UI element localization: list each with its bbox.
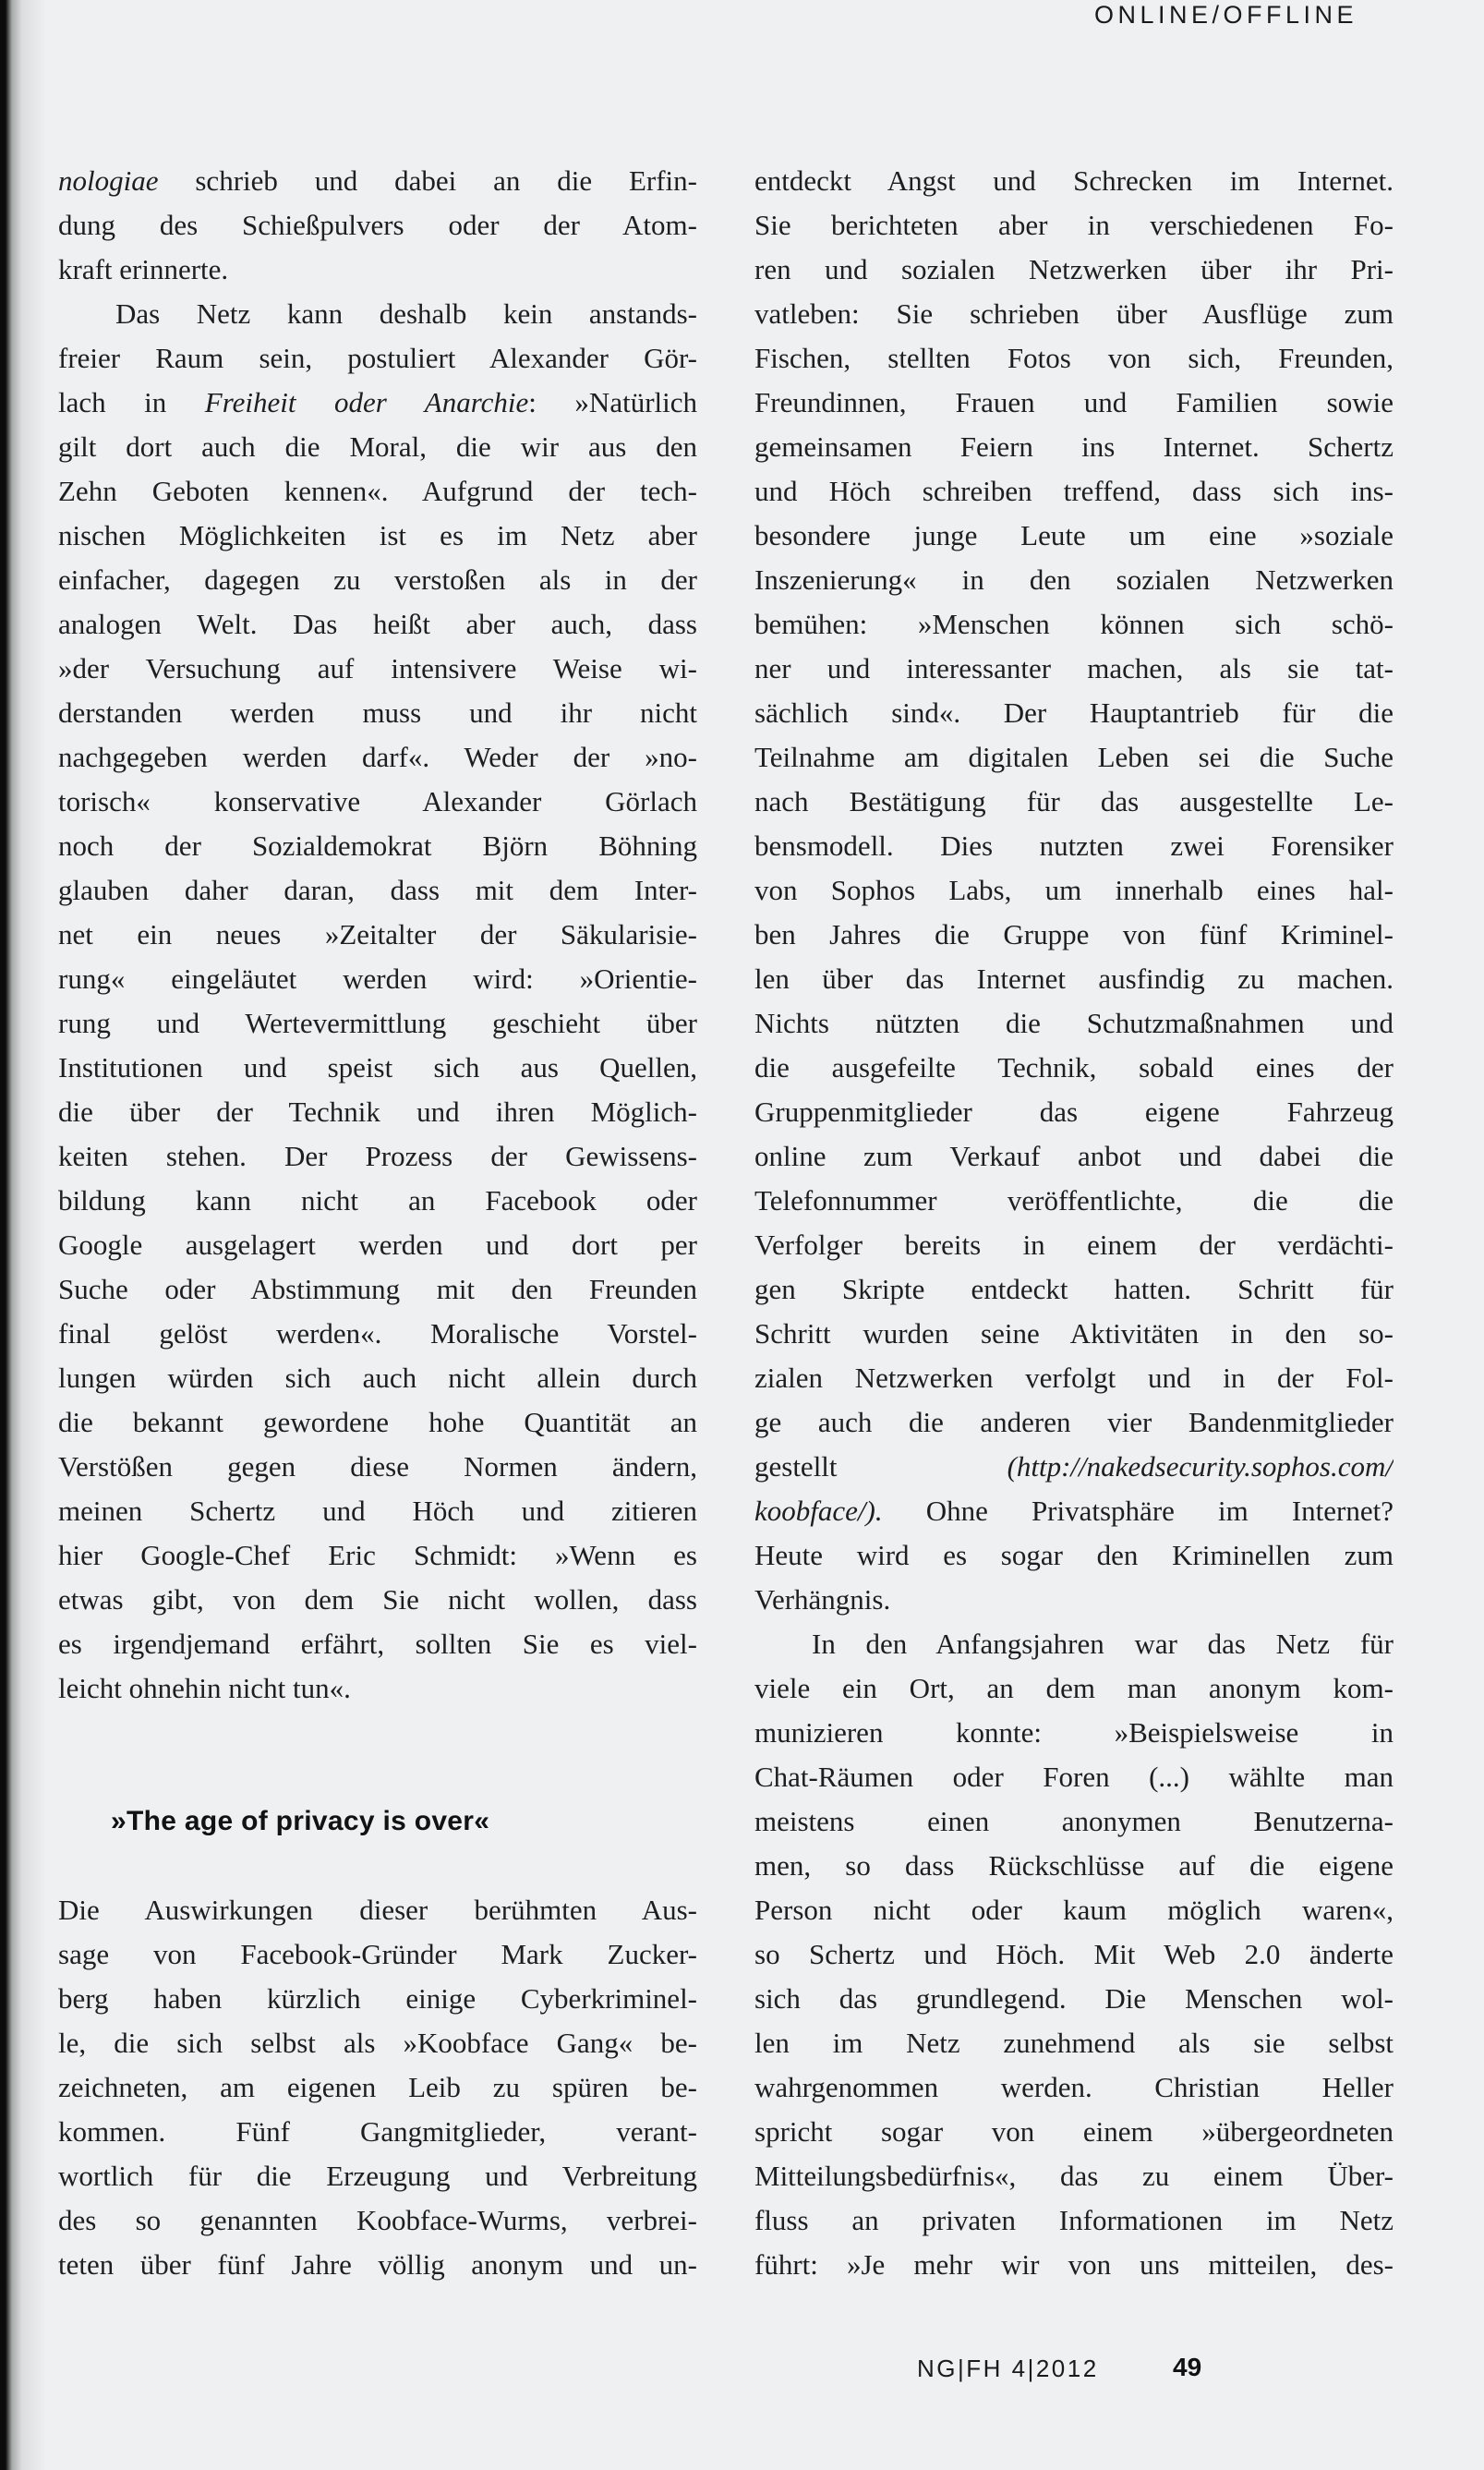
spacer [58,1711,697,1799]
text-line: meistens einen anonymen Benutzerna- [754,1805,1394,1837]
text-line: es irgendjemand erfährt, sollten Sie es viel- [58,1628,697,1660]
text-line: Mitteilungsbedürfnis«, das zu einem Über- [754,2160,1394,2192]
text-line: viele ein Ort, an dem man anonym kom- [754,1672,1394,1704]
paragraph [754,159,1394,1622]
text-line: »der Versuchung auf intensivere Weise wi- [58,652,697,684]
text-line: lungen würden sich auch nicht allein durch [58,1362,697,1394]
text-line: bildung kann nicht an Facebook oder [58,1184,697,1217]
text-line: analogen Welt. Das heißt aber auch, dass [58,608,697,640]
text-line: besondere junge Leute um eine »soziale [754,519,1394,551]
text-line: Verhängnis. [754,1583,891,1616]
text-line: die über der Technik und ihren Möglich- [58,1096,697,1128]
text-line: net ein neues »Zeitalter der Säkularisie- [58,918,697,950]
text-line: keiten stehen. Der Prozess der Gewissens- [58,1140,697,1172]
text-line: kraft erinnerte. [58,253,229,285]
text-line: Heute wird es sogar den Kriminellen zum [754,1539,1394,1571]
text-line: online zum Verkauf anbot und dabei die [754,1140,1394,1172]
text-line: von Sophos Labs, um innerhalb eines hal- [754,874,1394,906]
text-line: freier Raum sein, postuliert Alexander Gör- [58,342,697,374]
text-line: gemeinsamen Feiern ins Internet. Schertz [754,430,1394,463]
text-line: zeichneten, am eigenen Leib zu spüren be- [58,2071,697,2103]
text-line: Fischen, stellten Fotos von sich, Freunden, [754,342,1394,374]
text-line: nach Bestätigung für das ausgestellte Le- [754,785,1394,817]
text-line: Verstößen gegen diese Normen ändern, [58,1450,697,1483]
paragraph [58,292,697,1711]
journal-issue-label: NG|FH 4|2012 [917,2355,1099,2382]
text-line: gestellt (http://nakedsecurity.sophos.com/ [754,1450,1394,1483]
text-line: Verfolger bereits in einem der verdächti- [754,1229,1394,1261]
text-line: dung des Schießpulvers oder der Atom- [58,209,697,241]
text-line: Inszenierung« in den sozialen Netzwerken [754,563,1394,596]
text-line: Google ausgelagert werden und dort per [58,1229,697,1261]
text-line: und Höch schreiben treffend, dass sich ins- [754,475,1394,507]
text-line: sächlich sind«. Der Hauptantrieb für die [754,696,1394,729]
text-line: Person nicht oder kaum möglich waren«, [754,1894,1394,1926]
text-line: leicht ohnehin nicht tun«. [58,1672,351,1704]
text-line: hier Google-Chef Eric Schmidt: »Wenn es [58,1539,697,1571]
text-line: derstanden werden muss und ihr nicht [58,696,697,729]
text-line: Schritt wurden seine Aktivitäten in den so- [754,1317,1394,1350]
text-line: zialen Netzwerken verfolgt und in der Fol- [754,1362,1394,1394]
text-line: vatleben: Sie schrieben über Ausflüge zum [754,297,1394,330]
text-line: In den Anfangsjahren war das Netz für [812,1628,1394,1660]
running-header: ONLINE/OFFLINE [1093,1,1357,29]
text-line: le, die sich selbst als »Koobface Gang« be- [58,2027,697,2059]
page-number: 49 [1173,2353,1202,2381]
text-line: spricht sogar von einem »übergeordneten [754,2115,1394,2148]
text-line: des so genannten Koobface-Wurms, verbrei- [58,2204,697,2236]
text-line: Sie berichteten aber in verschiedenen Fo- [754,209,1394,241]
paragraph [58,159,697,292]
text-line: bemühen: »Menschen können sich schö- [754,608,1394,640]
text-line: Teilnahme am digitalen Leben sei die Suche [754,741,1394,773]
spacer [58,1844,697,1888]
text-line: sage von Facebook-Gründer Mark Zucker- [58,1938,697,1970]
text-line: die ausgefeilte Technik, sobald eines der [754,1051,1394,1084]
text-line: einfacher, dagegen zu verstoßen als in der [58,563,697,596]
text-line: torisch« konservative Alexander Görlach [58,785,697,817]
text-line: Suche oder Abstimmung mit den Freunden [58,1273,697,1305]
text-line: nachgegeben werden darf«. Weder der »no- [58,741,697,773]
text-line: noch der Sozialdemokrat Björn Böhning [58,829,697,862]
text-line: final gelöst werden«. Moralische Vorstel- [58,1317,697,1350]
text-line: lach in Freiheit oder Anarchie: »Natürlich [58,386,697,418]
text-line: so Schertz und Höch. Mit Web 2.0 änderte [754,1938,1394,1970]
text-line: glauben daher daran, dass mit dem Inter- [58,874,697,906]
text-line: gilt dort auch die Moral, die wir aus den [58,430,697,463]
text-line: wahrgenommen werden. Christian Heller [754,2071,1394,2103]
column-right [754,159,1394,2287]
text-line: ge auch die anderen vier Bandenmitglieder [754,1406,1394,1438]
text-line: Telefonnummer veröffentlichte, die die [754,1184,1394,1217]
text-line: Nichts nützten die Schutzmaßnahmen und [754,1007,1394,1039]
text-line: wortlich für die Erzeugung und Verbreitung [58,2160,697,2192]
text-line: etwas gibt, von dem Sie nicht wollen, dass [58,1583,697,1616]
text-line: Zehn Geboten kennen«. Aufgrund der tech- [58,475,697,507]
text-line: führt: »Je mehr wir von uns mitteilen, des- [754,2248,1394,2281]
scan-edge-strip [0,0,46,2470]
text-line: entdeckt Angst und Schrecken im Internet. [754,164,1394,197]
text-line: gen Skripte entdeckt hatten. Schritt für [754,1273,1394,1305]
text-line: teten über fünf Jahre völlig anonym und un- [58,2248,697,2281]
paragraph [58,1888,697,2287]
text-line: Chat-Räumen oder Foren (...) wählte man [754,1761,1394,1793]
text-line: men, so dass Rückschlüsse auf die eigene [754,1849,1394,1882]
text-line: Das Netz kann deshalb kein anstands- [115,297,697,330]
text-line: die bekannt gewordene hohe Quantität an [58,1406,697,1438]
text-line: Die Auswirkungen dieser berühmten Aus- [58,1894,697,1926]
section-heading: »The age of privacy is over« [111,1806,490,1836]
text-line: fluss an privaten Informationen im Netz [754,2204,1394,2236]
text-line: len im Netz zunehmend als sie selbst [754,2027,1394,2059]
text-line: berg haben kürzlich einige Cyberkriminel- [58,1982,697,2015]
text-line: Gruppenmitglieder das eigene Fahrzeug [754,1096,1394,1128]
text-line: koobface/). Ohne Privatsphäre im Internet? [754,1495,1394,1527]
text-line: sich das grundlegend. Die Menschen wol- [754,1982,1394,2015]
article-body [58,159,1394,2287]
paragraph [754,1622,1394,2287]
text-line: ner und interessanter machen, als sie tat- [754,652,1394,684]
text-line: nischen Möglichkeiten ist es im Netz aber [58,519,697,551]
text-line: kommen. Fünf Gangmitglieder, verant- [58,2115,697,2148]
text-line: Freundinnen, Frauen und Familien sowie [754,386,1394,418]
text-line: nologiae schrieb und dabei an die Erfin- [58,164,697,197]
column-left [58,159,697,2287]
text-line: rung« eingeläutet werden wird: »Orientie- [58,963,697,995]
text-line: bensmodell. Dies nutzten zwei Forensiker [754,829,1394,862]
text-line: Institutionen und speist sich aus Quellen, [58,1051,697,1084]
text-line: ren und sozialen Netzwerken über ihr Pri- [754,253,1394,285]
text-line: munizieren konnte: »Beispielsweise in [754,1716,1394,1749]
text-line: ben Jahres die Gruppe von fünf Kriminel- [754,918,1394,950]
text-line: len über das Internet ausfindig zu machen. [754,963,1394,995]
text-line: rung und Wertevermittlung geschieht über [58,1007,697,1039]
text-line: meinen Schertz und Höch und zitieren [58,1495,697,1527]
